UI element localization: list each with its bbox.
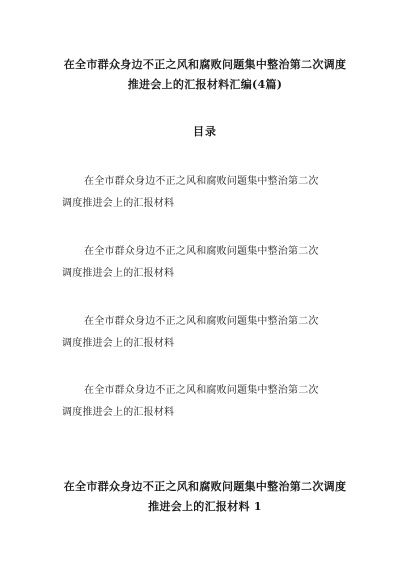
- document-title-line-2: 推进会上的汇报材料汇编(4篇): [127, 78, 283, 91]
- toc-item[interactable]: [62, 311, 362, 355]
- toc-heading: 目录: [193, 125, 217, 138]
- toc-item-line-1: 在全市群众身边不正之风和腐败问题集中整治第二次: [84, 176, 319, 187]
- section-title-line-2: 推进会上的汇报材料 1: [148, 500, 262, 513]
- toc-item-line-2: 调度推进会上的汇报材料: [62, 338, 175, 349]
- section-title-line-1: 在全市群众身边不正之风和腐败问题集中整治第二次调度: [63, 480, 347, 493]
- toc-item[interactable]: [62, 380, 362, 424]
- section-title: [0, 477, 410, 517]
- toc-item-line-1: 在全市群众身边不正之风和腐败问题集中整治第二次: [84, 385, 319, 396]
- toc-item[interactable]: [62, 171, 362, 215]
- document-title-line-1: 在全市群众身边不正之风和腐败问题集中整治第二次调度: [63, 58, 347, 71]
- toc-item-line-1: 在全市群众身边不正之风和腐败问题集中整治第二次: [84, 246, 319, 257]
- toc-item-line-2: 调度推进会上的汇报材料: [62, 407, 175, 418]
- toc-item[interactable]: [62, 241, 362, 285]
- toc-item-line-1: 在全市群众身边不正之风和腐败问题集中整治第二次: [84, 316, 319, 327]
- document-title: [0, 55, 410, 95]
- toc-item-line-2: 调度推进会上的汇报材料: [62, 198, 175, 209]
- toc-item-line-2: 调度推进会上的汇报材料: [62, 268, 175, 279]
